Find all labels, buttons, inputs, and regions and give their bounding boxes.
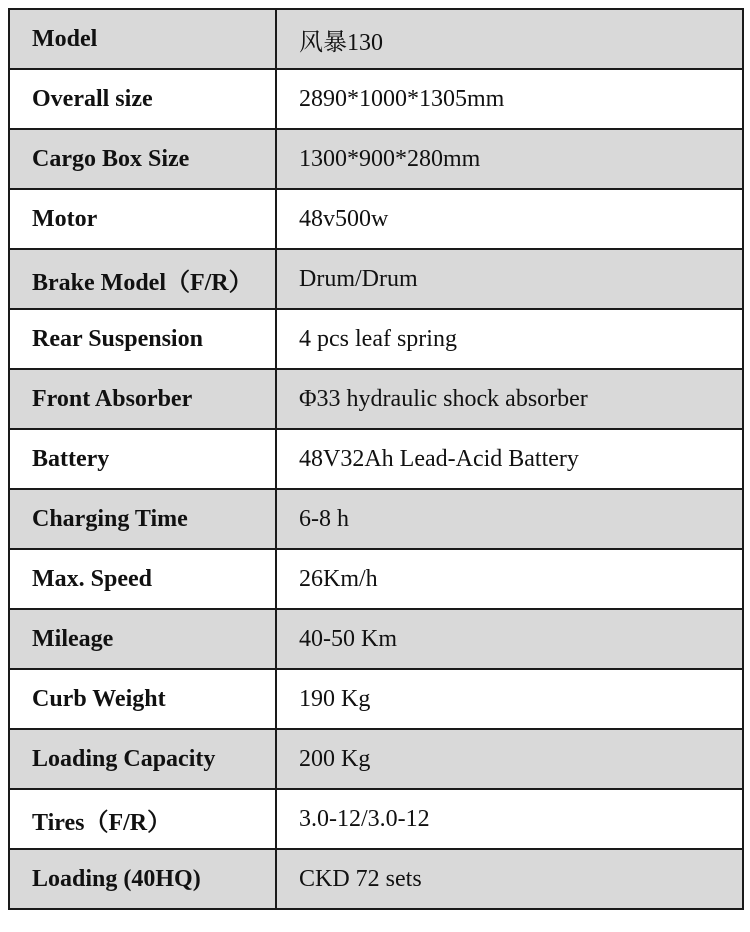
spec-value: 4 pcs leaf spring bbox=[276, 309, 743, 369]
spec-label: Loading (40HQ) bbox=[9, 849, 276, 909]
spec-label: Rear Suspension bbox=[9, 309, 276, 369]
table-row bbox=[9, 249, 743, 309]
spec-value: 3.0-12/3.0-12 bbox=[276, 789, 743, 849]
spec-label: Charging Time bbox=[9, 489, 276, 549]
table-row bbox=[9, 69, 743, 129]
table-row bbox=[9, 429, 743, 489]
spec-label: Cargo Box Size bbox=[9, 129, 276, 189]
spec-value: 6-8 h bbox=[276, 489, 743, 549]
spec-label: Front Absorber bbox=[9, 369, 276, 429]
spec-label: Mileage bbox=[9, 609, 276, 669]
table-row bbox=[9, 9, 743, 69]
table-row bbox=[9, 729, 743, 789]
spec-value: 48v500w bbox=[276, 189, 743, 249]
spec-label: Curb Weight bbox=[9, 669, 276, 729]
spec-table-body bbox=[9, 9, 743, 909]
spec-label: Overall size bbox=[9, 69, 276, 129]
spec-label: Max. Speed bbox=[9, 549, 276, 609]
table-row bbox=[9, 309, 743, 369]
spec-value: 190 Kg bbox=[276, 669, 743, 729]
table-row bbox=[9, 789, 743, 849]
table-row bbox=[9, 609, 743, 669]
spec-label: Tires（F/R） bbox=[9, 789, 276, 849]
table-row bbox=[9, 849, 743, 909]
spec-value: 200 Kg bbox=[276, 729, 743, 789]
spec-value: 26Km/h bbox=[276, 549, 743, 609]
spec-value: CKD 72 sets bbox=[276, 849, 743, 909]
table-row bbox=[9, 669, 743, 729]
table-row bbox=[9, 129, 743, 189]
spec-value: Drum/Drum bbox=[276, 249, 743, 309]
table-row bbox=[9, 549, 743, 609]
spec-value: 48V32Ah Lead-Acid Battery bbox=[276, 429, 743, 489]
spec-label: Brake Model（F/R） bbox=[9, 249, 276, 309]
spec-value: 风暴130 bbox=[276, 9, 743, 69]
spec-value: Φ33 hydraulic shock absorber bbox=[276, 369, 743, 429]
spec-value: 40-50 Km bbox=[276, 609, 743, 669]
table-row bbox=[9, 369, 743, 429]
table-row bbox=[9, 189, 743, 249]
table-row bbox=[9, 489, 743, 549]
spec-label: Battery bbox=[9, 429, 276, 489]
spec-table bbox=[8, 8, 744, 910]
spec-value: 1300*900*280mm bbox=[276, 129, 743, 189]
spec-value: 2890*1000*1305mm bbox=[276, 69, 743, 129]
spec-label: Model bbox=[9, 9, 276, 69]
spec-label: Motor bbox=[9, 189, 276, 249]
spec-label: Loading Capacity bbox=[9, 729, 276, 789]
